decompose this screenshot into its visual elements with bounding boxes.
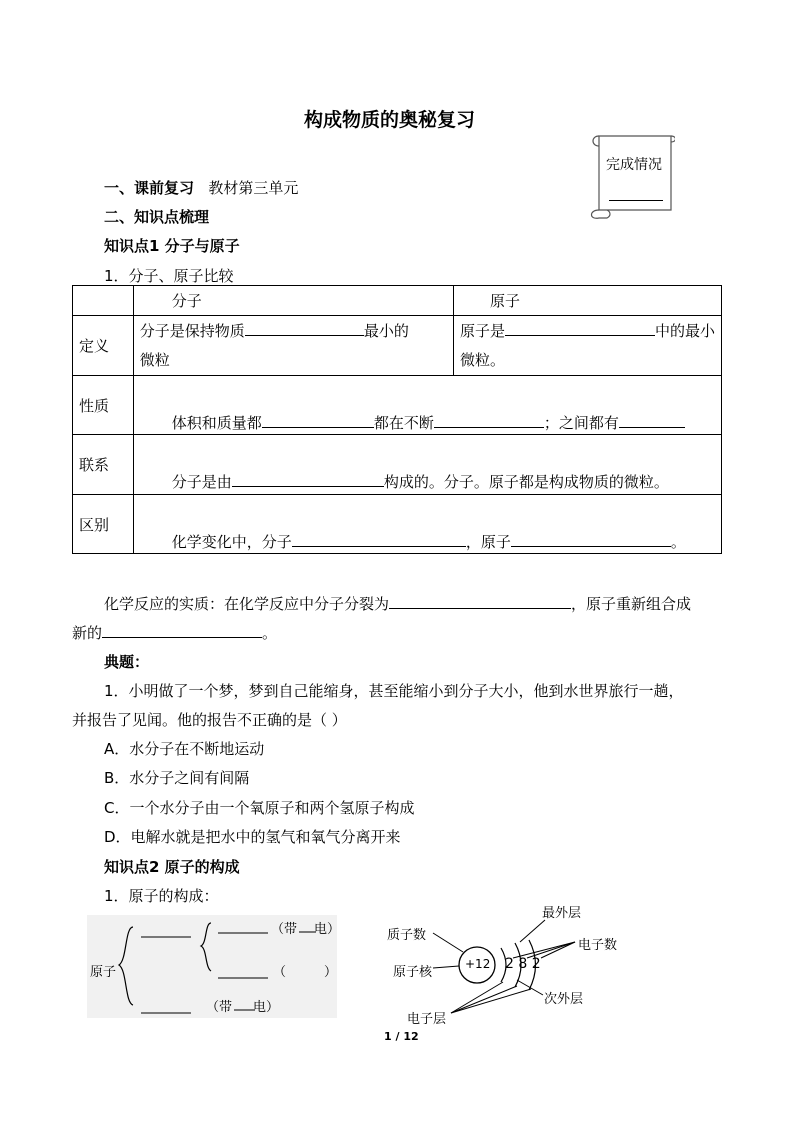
paren-label bbox=[273, 961, 337, 980]
nucleus-label: 原子核 bbox=[393, 965, 433, 980]
def-mol-blank[interactable] bbox=[245, 321, 364, 336]
comparison-table bbox=[72, 285, 722, 554]
header-molecule: 分子 bbox=[133, 286, 453, 316]
diff-text-b: ，原子 bbox=[465, 533, 511, 551]
table-row bbox=[73, 495, 722, 554]
page-title: 构成物质的奥秘复习 bbox=[304, 109, 476, 131]
property-cell bbox=[133, 376, 721, 435]
page-number: 1 / 12 bbox=[384, 1030, 419, 1043]
prop-blank-1[interactable] bbox=[262, 413, 374, 428]
reaction-line-2 bbox=[72, 622, 277, 643]
prop-text-a: 体积和质量都 bbox=[171, 414, 262, 432]
kp2-heading: 知识点2 原子的构成 bbox=[104, 858, 240, 876]
charge-1-close: 电） bbox=[314, 922, 341, 937]
kp1-heading: 知识点1 分子与原子 bbox=[104, 237, 240, 255]
reaction-text-d: 。 bbox=[262, 624, 278, 642]
question-1-line-1: 1．小明做了一个梦，梦到自己能缩身，甚至能缩小到分子大小，他到水世界旅行一趟， bbox=[104, 682, 684, 700]
def-mol-text-b: 最小的 bbox=[363, 321, 409, 340]
completion-blank[interactable] bbox=[609, 200, 663, 201]
reaction-blank-1[interactable] bbox=[389, 594, 571, 609]
def-atom-blank[interactable] bbox=[505, 321, 655, 336]
option-d[interactable]: D．电解水就是把水中的氢气和氧气分离开来 bbox=[104, 828, 401, 846]
prop-text-b: 都在不断 bbox=[373, 414, 434, 432]
header-atom: 原子 bbox=[453, 286, 721, 316]
kp1-item: 1．分子、原子比较 bbox=[104, 267, 234, 285]
rel-blank[interactable] bbox=[232, 472, 384, 487]
atom-structure-figure bbox=[87, 915, 341, 1018]
proton-number-label: 质子数 bbox=[387, 928, 427, 943]
section-1-heading: 一、课前复习 bbox=[104, 179, 195, 197]
relation-cell bbox=[133, 435, 721, 495]
question-1-line-2: 并报告了见闻。他的报告不正确的是（ ） bbox=[72, 711, 347, 729]
nucleus-charge: +12 bbox=[465, 957, 491, 971]
row-label-property: 性质 bbox=[73, 376, 134, 435]
def-mol-text-a: 分子是保持物质 bbox=[139, 321, 245, 340]
charge-2-open: （带 bbox=[206, 1000, 233, 1015]
rel-text-b: 构成的。分子。原子都是构成物质的微粒。 bbox=[383, 473, 669, 491]
row-label-relation: 联系 bbox=[73, 435, 134, 495]
prop-blank-2[interactable] bbox=[434, 413, 544, 428]
diff-text-a: 化学变化中，分子 bbox=[171, 533, 292, 551]
option-a[interactable]: A．水分子在不断地运动 bbox=[104, 740, 265, 758]
electron-layer-label: 电子层 bbox=[407, 1012, 447, 1027]
table-row bbox=[73, 376, 722, 435]
scroll-icon bbox=[585, 130, 675, 220]
shell-electrons: 2 8 2 bbox=[505, 956, 541, 972]
paren-open: （ bbox=[273, 965, 287, 980]
table-corner-cell bbox=[73, 286, 134, 316]
charge-label-2 bbox=[206, 996, 279, 1015]
diff-blank-2[interactable] bbox=[511, 532, 671, 547]
reaction-text-c: 新的 bbox=[72, 624, 103, 642]
option-c[interactable]: C．一个水分子由一个氧原子和两个氢原子构成 bbox=[104, 799, 415, 817]
prop-text-c: ；之间都有 bbox=[543, 414, 619, 432]
difference-cell bbox=[133, 495, 721, 554]
atom-label: 原子 bbox=[90, 965, 117, 980]
table-row bbox=[73, 286, 722, 316]
table-row bbox=[73, 435, 722, 495]
def-atom-text-c: 微粒。 bbox=[459, 350, 505, 369]
definition-molecule-cell bbox=[133, 316, 453, 376]
section-1 bbox=[104, 177, 298, 198]
rel-text-a: 分子是由 bbox=[171, 473, 232, 491]
paren-close: ） bbox=[324, 965, 338, 980]
atom-diagram bbox=[385, 900, 625, 1025]
section-1-text: 教材第三单元 bbox=[208, 179, 299, 197]
prop-blank-3[interactable] bbox=[619, 413, 685, 428]
reaction-line-1 bbox=[104, 593, 691, 614]
completion-scroll bbox=[585, 130, 675, 220]
inner-layer-label: 次外层 bbox=[544, 992, 584, 1007]
kp2-item: 1．原子的构成： bbox=[104, 887, 219, 905]
electron-number-label: 电子数 bbox=[578, 938, 618, 953]
outermost-layer-label: 最外层 bbox=[542, 906, 582, 921]
reaction-text-b: ，原子重新组合成 bbox=[571, 595, 692, 613]
charge-label-1 bbox=[271, 918, 340, 937]
diff-blank-1[interactable] bbox=[292, 532, 466, 547]
completion-label: 完成情况 bbox=[606, 157, 662, 173]
diff-text-c: 。 bbox=[670, 533, 686, 551]
reaction-text-a: 化学反应的实质：在化学反应中分子分裂为 bbox=[104, 595, 390, 613]
definition-atom-cell bbox=[453, 316, 721, 376]
def-atom-text-b: 中的最小 bbox=[654, 321, 715, 340]
reaction-blank-2[interactable] bbox=[102, 623, 262, 638]
row-label-difference: 区别 bbox=[73, 495, 134, 554]
def-mol-text-c: 微粒 bbox=[139, 350, 170, 369]
row-label-definition: 定义 bbox=[73, 316, 134, 376]
def-atom-text-a: 原子是 bbox=[459, 321, 505, 340]
example-heading: 典题： bbox=[104, 653, 150, 671]
option-b[interactable]: B．水分子之间有间隔 bbox=[104, 769, 250, 787]
section-2-heading: 二、知识点梳理 bbox=[104, 208, 210, 226]
charge-2-close: 电） bbox=[253, 1000, 280, 1015]
charge-1-open: （带 bbox=[271, 922, 298, 937]
table-row bbox=[73, 316, 722, 376]
